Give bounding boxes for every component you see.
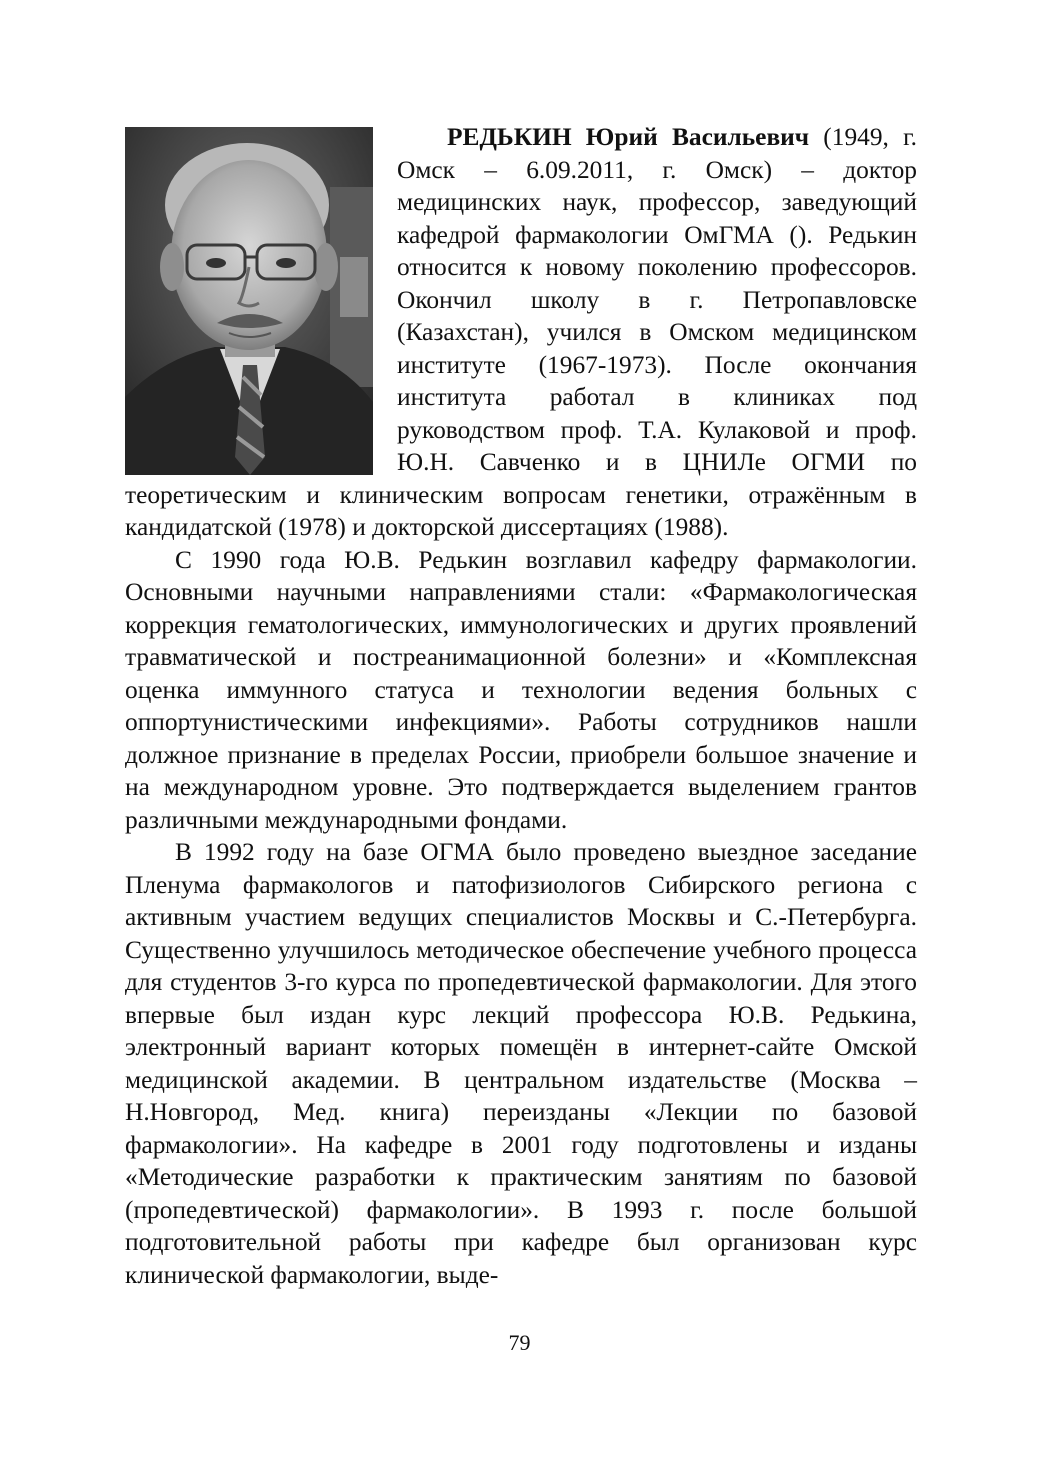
page-number: 79 bbox=[508, 1330, 531, 1355]
article-body bbox=[125, 121, 917, 1291]
paragraph-3: В 1992 году на базе ОГМА было проведено выездное заседание Пленума фармакологов и патофизиологов Сибирского региона с активным участием ведущих специалистов Москвы и С.-Петербурга. Существенно улучшилось методическое обеспечение учебного процесса для студентов 3-го курса по пропедевтической фармакологии. Для этого впервые был издан курс лекций профессора Ю.В. Редькина, электронный вариант которых помещён в интернет-сайте Омской медицинской академии. В центральном издательстве (Москва – Н.Новгород, Мед. книга) переизданы «Лекции по базовой фармакологии». На кафедре в 2001 году подготовлены и изданы «Методические разработки к практическим занятиям по базовой (пропедевтической) фармакологии». В 1993 г. после большой подготовительной работы при кафедре был организован курс клинической фармакологии, выде- bbox=[125, 838, 917, 1289]
paragraph-2: С 1990 года Ю.В. Редькин возглавил кафедру фармакологии. Основными научными направлениями стали: «Фармакологическая коррекция гематологических, иммунологических и других проявлений травматической и постреанимационной болезни» и «Комплексная оценка иммунного статуса и технологии ведения больных с оппортунистическими инфекциями». Работы сотрудников нашли должное признание в пределах России, приобрели большое значение и на международном уровне. Это подтверждается выделением грантов различными международными фондами. bbox=[125, 545, 917, 834]
intro-text: (1949, г. Омск – 6.09.2011, г. Омск) – доктор медицинских наук, профессор, заведующий кафедрой фармакологии ОмГМА (). Редькин относится к новому поколению профессоров. Окончил школу в г. Петропавловске (Казахстан), учился в Омском медицинском институте (1967-1973). После окончания института работал в клиниках под руководством проф. Т.А. Кулаковой и проф. Ю.Н. Савченко и в ЦНИЛе ОГМИ по теоретическим и клиническим вопросам генетики, отражённым в кандидатской (1978) и докторской диссертациях (1988). bbox=[125, 123, 917, 541]
portrait-photo bbox=[125, 127, 373, 475]
person-name: РЕДЬКИН Юрий Васильевич bbox=[447, 123, 810, 151]
